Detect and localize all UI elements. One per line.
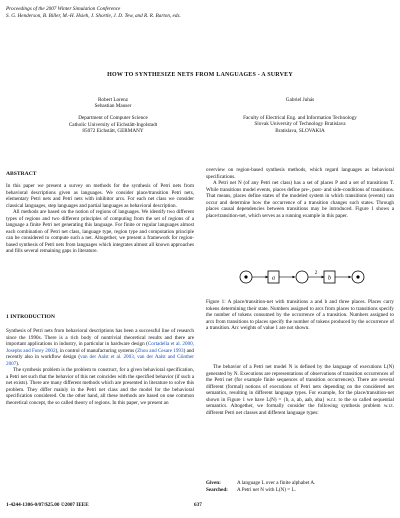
intro-paragraph: The synthesis problem is the problem to construct, for a given behavioral specification, a Petri net such that the behavior of this net coincides with the specified behavior (if such a net exists). There are many different methods which are presented in literature to solve this problem. They differ mainly in the Petri net class and the model for the behavioral specification considered. On the other hand, all these methods are based on one common theoretical concept, the so called theory of regions. In this paper, we present an [6,367,194,407]
citation-link[interactable]: van der Aalst et al. 2003, van der Aalst and Günther 2007 [6,354,194,367]
figure-caption [206,299,394,332]
place-2 [296,271,308,283]
transition-a-label: a [272,275,275,282]
introduction-heading: 1 INTRODUCTION [6,314,55,320]
caption-text: Figure 1: A place/transition-net with transitions a and b and three places. Places carry tokens determining their state. Numbers assigned to arcs from places to transitions specify the number of tokens consumed by the occurrence of a transition. Numbers assigned to arcs from transitions to places specify the number of tokens produced by the occurrence of a transition. Arc weights of value 1 are not shown. [206,299,394,332]
searched-label: Searched: [206,486,228,493]
token [244,275,247,278]
right-column-bottom [206,364,394,416]
editors-line: S. G. Henderson, B. Biller, M.-H. Hsieh, J. Shortle, J. D. Tew, and R. R. Barton, eds. [6,13,181,19]
right-column-top [206,167,394,219]
author-affiliation: Slovak University of Technology Bratislava [254,121,346,128]
author-affiliation: Bratislava, SLOVAKIA [275,127,325,134]
token [356,275,359,278]
paper-title: HOW TO SYNTHESIZE NETS FROM LANGUAGES - A SURVEY [107,72,293,78]
transition-b-label: b [328,275,331,282]
given-text: A language L over a finite alphabet A. [237,480,316,486]
author-affiliation: Department of Computer Science [78,115,148,122]
page-number: 637 [194,502,202,508]
authors-right [216,97,384,134]
author-name: Gabriel Juhás [285,97,315,103]
abstract-body [6,183,194,255]
introduction-body [6,328,194,407]
author-affiliation: Faculty of Electrical Eng. and Information Technology [243,115,357,122]
author-affiliation: 85072 Eichstätt, GERMANY [82,127,144,134]
author-affiliation: Catholic University of Eichstätt-Ingolstadt [68,121,158,128]
petri-net-diagram [206,260,394,294]
citation-link[interactable]: Zhou and Cesare 1993 [137,347,184,354]
synthesis-problem [206,480,394,493]
proceedings-line: Proceedings of the 2007 Winter Simulation Conference [6,6,121,12]
body-paragraph: A Petri net N (of any Petri net class) has a set of places P and a set of transitions T. While transitions model events, places define pre-, post- and side-conditions of transitions. That means, places define states of the modeled system in which transitions (events) can occur and determine how the occurrence of a transition changes such states. Through places causal dependencies between transitions may be introduced. Figure 1 shows a place/transition-net, which serves as a running example in this paper. [206,180,394,219]
author-name: Robert Lorenz [97,97,129,103]
authors-left [38,97,188,134]
abstract-paragraph: In this paper we present a survey on methods for the synthesis of Petri nets from behavioral descriptions given as languages. We consider place/transition Petri nets, elementary Petri nets and Petri nets with inhibitor arcs. For each net class we consider classical languages, step languages and partial languages as behavioral description. [6,183,194,209]
arc-weight-label: 2 [314,271,318,276]
searched-text: A Petri net N with L(N) = L. [237,486,296,493]
abstract-heading: ABSTRACT [6,171,37,177]
given-label: Given: [206,480,221,486]
citation-link[interactable]: Cortadella et al. 2000, Josephs and Furey 2002 [6,341,194,354]
author-name: Sebastian Mauser [94,103,132,110]
isbn-footer: 1-4244-1306-0/07/$25.00 ©2007 IEEE [6,502,89,508]
intro-paragraph: Synthesis of Petri nets from behavioral descriptions has been a successful line of research since the 1990s. There is a rich body of nontrivial theoretical results and there are important applications in industry, in particular in hardware design (Cortadella et al. 2000, Josephs and Furey 2002), in control of manufacturing systems (Zhou and Cesare 1993) and recently also in workflow design (van der Aalst et al. 2003, van der Aalst and Günther 2007). [6,328,194,367]
figure-1 [206,260,394,294]
body-paragraph: overview on region-based synthesis methods, which regard languages as behavioral specifications. [206,167,394,180]
searched-row [206,487,394,494]
body-paragraph: The behavior of a Petri net model N is defined by the language of executions L(N) generated by N. Executions are representations of observations of transition occurrences of the Petri net (for example finite sequences of transition occurrences). There are several different (formal) notions of executions of Petri nets depending on the considered net semantics, resulting in different language types. For example, for the place/transition-net shown in Figure 1 we have L(N) = {b, a, ab, aab, aba} w.r.t. to the so called sequential semantics. Altogether, we formally consider the following synthesis problem w.r.t. different Petri net classes and different language types: [206,364,394,416]
abstract-paragraph: All methods are based on the notion of regions of languages. We identify two different types of regions and two different principles of computing from the set of regions of a language a finite Petri net generating this language. For finite or regular languages almost each combination of Petri net class, language type, region type and computation principle can be considered to compute such a net. Altogether, we present a framework for region-based synthesis of Petri nets from languages which integrates almost all known approaches and fills several remaining gaps in literature. [6,209,194,255]
